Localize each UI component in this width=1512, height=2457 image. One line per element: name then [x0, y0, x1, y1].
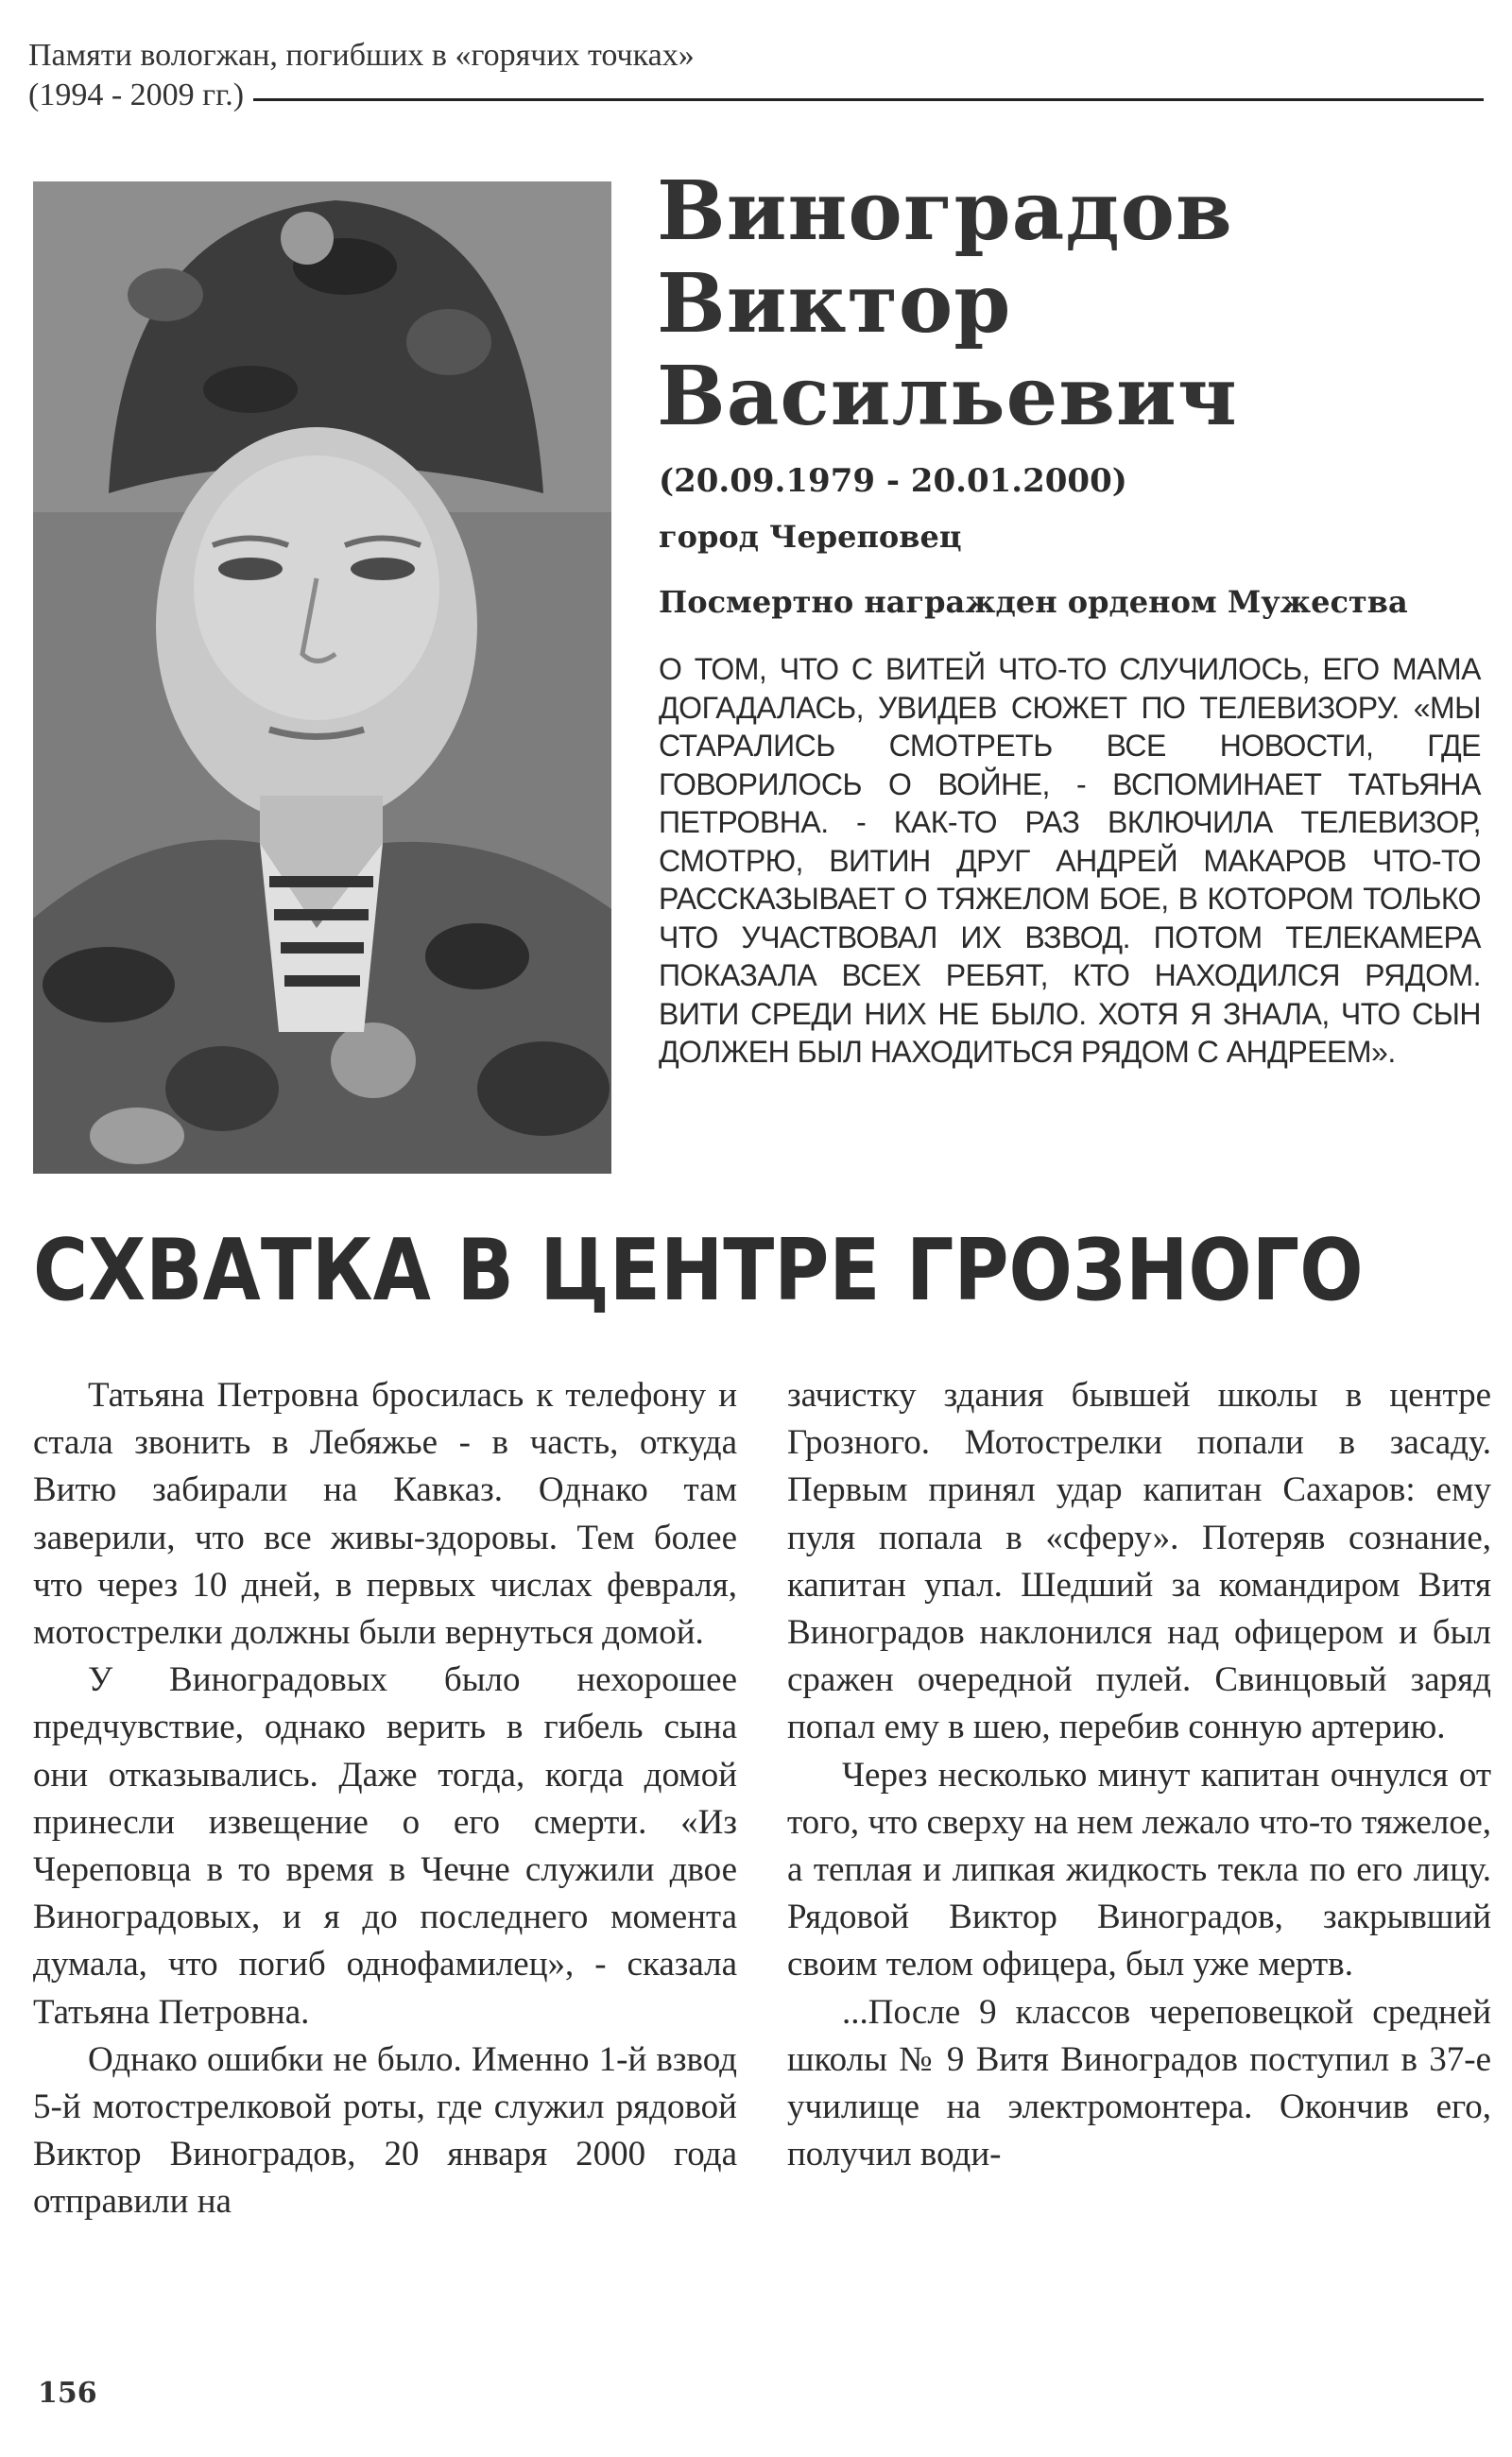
portrait-photo	[33, 181, 611, 1174]
page-number: 156	[38, 2377, 97, 2410]
body-paragraph: ...После 9 классов череповецкой средней школы № 9 Витя Виноградов поступил в 37-е училище на электромонтера. Окончив его, получил води-	[787, 1992, 1491, 2174]
name-surname: Виноградов	[657, 163, 1233, 259]
person-name	[657, 165, 1488, 443]
portrait-illustration	[33, 181, 611, 1174]
body-column-left	[33, 1372, 737, 2226]
award-line: Посмертно награжден орденом Мужества	[659, 584, 1408, 620]
section-headline: СХВАТКА В ЦЕНТРЕ ГРОЗНОГО	[33, 1221, 1364, 1320]
name-first: Виктор	[657, 256, 1012, 352]
body-column-right	[787, 1372, 1491, 2178]
life-dates: (20.09.1979 - 20.01.2000)	[659, 462, 1127, 500]
body-paragraph: Татьяна Петровна бросилась к телефону и стала звонить в Лебяжье - в часть, откуда Витю забирали на Кавказ. Однако там заверили, что все живы-здоровы. Тем более что через 10 дней, в первых числах февраля, мотострелки должны были вернуться домой.	[33, 1376, 737, 1653]
running-header	[28, 36, 1484, 115]
body-paragraph: Однако ошибки не было. Именно 1-й взвод 5-й мотострелковой роты, где служил рядовой Виктор Виноградов, 20 января 2000 года отправили на	[33, 2039, 737, 2222]
header-line-1: Памяти вологжан, погибших в «горячих точках»	[28, 38, 695, 73]
header-line-2: (1994 - 2009 гг.)	[28, 77, 245, 112]
name-patronymic: Васильевич	[657, 349, 1238, 444]
body-paragraph: зачистку здания бывшей школы в центре Грозного. Мотострелки попали в засаду. Первым принял удар капитан Сахаров: ему пуля попала в «сферу». Потеряв сознание, капитан упал. Шедший за командиром Витя Виноградов наклонился над офицером и был сражен очередной пулей. Свинцовый заряд попал ему в шею, перебив сонную артерию.	[787, 1376, 1491, 1747]
body-paragraph: У Виноградовых было нехорошее предчувствие, однако верить в гибель сына они отказывались. Даже тогда, когда домой принесли извещение о его смерти. «Из Череповца в то время в Чечне служили двое Виноградовых, и я до последнего момента думала, что погиб однофамилец», - сказала Татьяна Петровна.	[33, 1660, 737, 2032]
home-city: город Череповец	[659, 519, 962, 555]
body-paragraph: Через несколько минут капитан очнулся от того, что сверху на нем лежало что-то тяжелое, а теплая и липкая жидкость текла по его лицу. Рядовой Виктор Виноградов, закрывший своим телом офицера, был уже мертв.	[787, 1755, 1491, 1984]
lead-paragraph: О ТОМ, ЧТО С ВИТЕЙ ЧТО-ТО СЛУЧИЛОСЬ, ЕГО МАМА ДОГАДАЛАСЬ, УВИДЕВ СЮЖЕТ ПО ТЕЛЕВИЗОРУ. «МЫ СТАРАЛИСЬ СМОТРЕТЬ ВСЕ НОВОСТИ, ГДЕ ГОВОРИЛОСЬ О ВОЙНЕ, - ВСПОМИНАЕТ ТАТЬЯНА ПЕТРОВНА. - КАК-ТО РАЗ ВКЛЮЧИЛА ТЕЛЕВИЗОР, СМОТРЮ, ВИТИН ДРУГ АНДРЕЙ МАКАРОВ ЧТО-ТО РАССКАЗЫВАЕТ О ТЯЖЕЛОМ БОЕ, В КОТОРОМ ТОЛЬКО ЧТО УЧАСТВОВАЛ ИХ ВЗВОД. ПОТОМ ТЕЛЕКАМЕРА ПОКАЗАЛА ВСЕХ РЕБЯТ, КТО НАХОДИЛСЯ РЯДОМ. ВИТИ СРЕДИ НИХ НЕ БЫЛО. ХОТЯ Я ЗНАЛА, ЧТО СЫН ДОЛЖЕН БЫЛ НАХОДИТЬСЯ РЯДОМ С АНДРЕЕМ».	[659, 652, 1481, 1069]
header-rule	[253, 98, 1484, 101]
header-line-2-row	[28, 76, 1484, 115]
